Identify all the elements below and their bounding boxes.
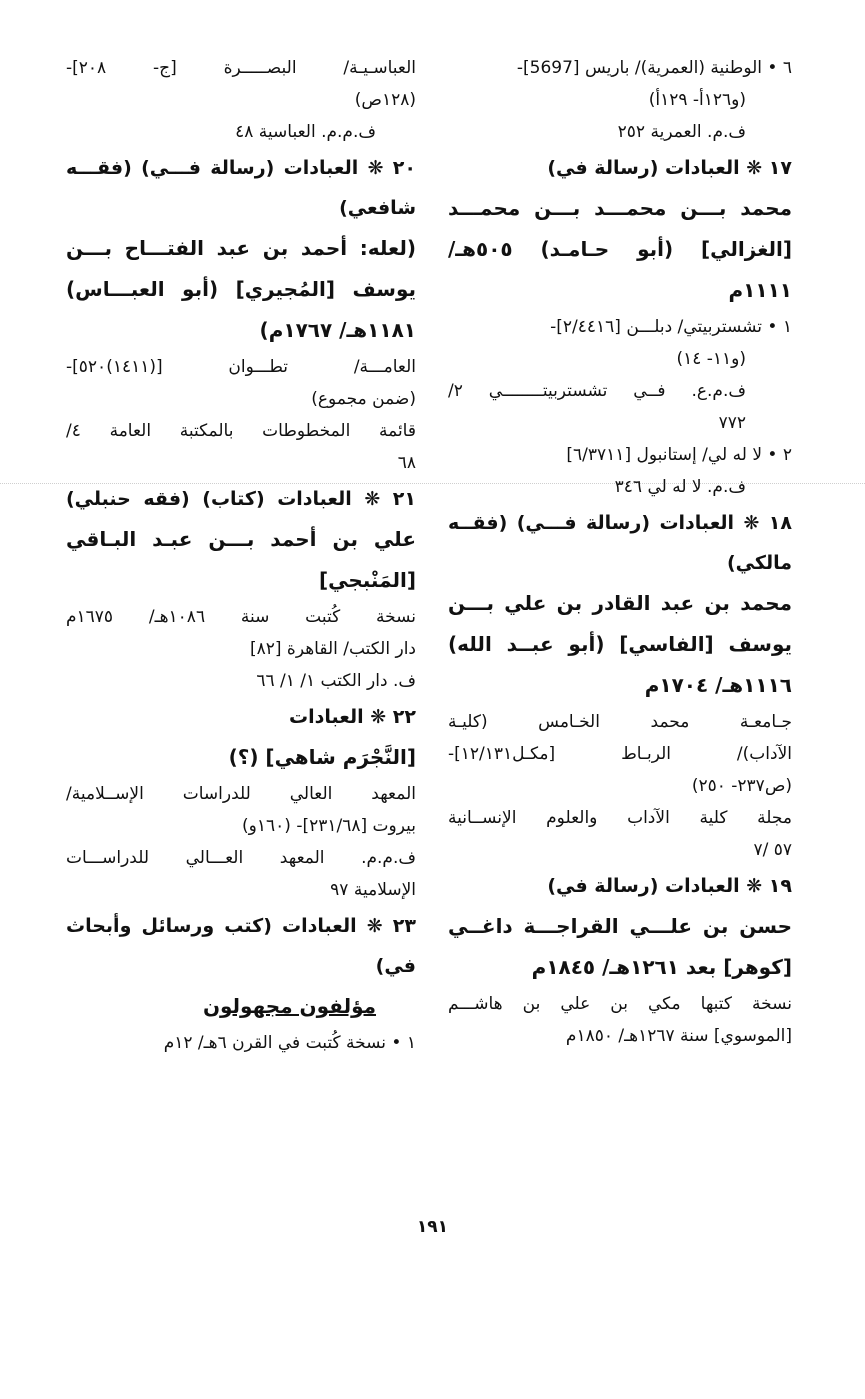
left-column-line: ٢١ ❋ العبادات (كتاب) (فقه حنبلي)	[66, 488, 416, 510]
right-column-line: الآداب)/ الربـاط [مكـل١٢/١٣١]-	[448, 744, 792, 764]
left-column-line: في)	[375, 955, 416, 977]
left-column-line: ٢٠ ❋ العبادات (رسالة فـــي) (فقـــه	[66, 157, 416, 179]
left-column-line: علي بن أحمد بـــن عبـد البـاقي	[66, 527, 416, 551]
right-column-line: (و١٢٦أ- ١٢٩أ)	[648, 90, 746, 110]
right-column-line: (ص٢٣٧- ٢٥٠)	[691, 776, 792, 796]
left-column-line: قائمة المخطوطات بالمكتبة العامة ٤/	[66, 421, 416, 441]
right-column-line: ٧٧٢	[718, 413, 746, 433]
left-column-line: (لعله: أحمد بن عبد الفتـــاح بـــن	[66, 236, 416, 260]
right-column-line: ف.م. لا له لي ٣٤٦	[614, 477, 746, 497]
right-column-line: مجلة كلية الآداب والعلوم الإنســانية	[448, 808, 792, 828]
left-column-line: مؤلفون مجهولون	[202, 994, 376, 1018]
left-column-line: ١ • نسخة كُتبت في القرن ٦هـ/ ١٢م	[163, 1033, 416, 1053]
right-column-line: ٢ • لا له لي/ إستانبول [٦/٣٧١١]	[566, 445, 792, 465]
left-column-line: ٦٨	[397, 453, 416, 473]
left-column-line: يوسف [المُجيري] (أبو العبـــاس)	[66, 277, 416, 301]
right-column-line: يوسف [الفاسي] (أبو عبــد الله)	[448, 632, 792, 656]
right-column-line: [الغزالي] (أبو حـامـد) ٥٠٥هـ/	[448, 237, 792, 261]
left-column-line: العباسـيـة/ البصـــــرة [ج- ٢٠٨]-	[66, 58, 416, 78]
right-column-line: [كوهر] بعد ١٢٦١هـ/ ١٨٤٥م	[531, 955, 792, 979]
left-column-line: ٢٢ ❋ العبادات	[289, 706, 416, 728]
left-column-line: المعهد العالي للدراسات الإســلامية/	[66, 784, 416, 804]
right-column-line: حسن بن علـــي القراجـــة داغــي	[448, 914, 792, 938]
right-column-line: نسخة كتبها مكي بن علي بن هاشـــم	[448, 994, 792, 1014]
right-column-line: محمد بن عبد القادر بن علي بـــن	[448, 591, 792, 615]
right-column-line: ف.م. العمرية ٢٥٢	[617, 122, 746, 142]
left-column-line: ف.م.م. العباسية ٤٨	[235, 122, 376, 142]
left-column-line: ١١٨١هـ/ ١٧٦٧م)	[259, 318, 416, 342]
right-column	[448, 52, 792, 1052]
right-column-line: مالكي)	[727, 552, 792, 574]
left-column-line: دار الكتب/ القاهرة [٨٢]	[249, 639, 416, 659]
right-column-line: ١١١١م	[728, 278, 792, 302]
right-column-line: محمد بـــن محمـــد بـــن محمـــد	[448, 196, 792, 220]
left-column-line: ف.م.م. المعهد العـــالي للدراســـات	[66, 848, 416, 868]
left-column-line: (ضمن مجموع)	[311, 389, 416, 409]
left-column-line: (١٢٨ص)	[354, 90, 416, 110]
right-column-line: ١٧ ❋ العبادات (رسالة في)	[547, 157, 792, 179]
left-column-line: شافعي)	[339, 197, 416, 219]
left-column-line: بيروت [٢٣١/٦٨]- (١٦٠و)	[242, 816, 416, 836]
right-column-line: ف.م.ع. فــي تشستربيتــــــــي ٢/	[448, 381, 746, 401]
left-column-line: الإسلامية ٩٧	[330, 880, 416, 900]
right-column-line: (و١١- ١٤)	[676, 349, 746, 369]
left-column-line: [النَّجْرَم شاهي] (؟)	[228, 745, 416, 769]
right-column-line: جـامعـة محمد الخـامس (كليـة	[448, 712, 792, 732]
left-column-line: ٢٣ ❋ العبادات (كتب ورسائل وأبحاث	[66, 915, 416, 937]
page-number: ١٩١	[416, 1217, 449, 1237]
right-column-line: [الموسوي] سنة ١٢٦٧هـ/ ١٨٥٠م	[565, 1026, 792, 1046]
left-column-line: [المَنْبجي]	[318, 568, 416, 592]
right-column-line: ٥٧ /٧	[753, 840, 792, 860]
right-column-line: ١١١٦هـ/ ١٧٠٤م	[644, 673, 792, 697]
right-column-line: ١٨ ❋ العبادات (رسالة فـــي) (فقــه	[448, 512, 792, 534]
right-column-line: ١ • تشستربيتي/ دبلـــن [٢/٤٤١٦]-	[550, 317, 792, 337]
right-column-line: ٦ • الوطنية (العمرية)/ باريس [5697]-	[516, 58, 792, 78]
left-column-line: ف. دار الكتب ١/ ١/ ٦٦	[256, 671, 416, 691]
left-column-line: نسخة كُتبت سنة ١٠٨٦هـ/ ١٦٧٥م	[66, 607, 417, 627]
right-column-line: ١٩ ❋ العبادات (رسالة في)	[547, 875, 792, 897]
left-column-line: العامـــة/ تطـــوان [(١٤١١)٥٢٠]-	[66, 357, 416, 377]
left-column	[66, 52, 416, 1059]
